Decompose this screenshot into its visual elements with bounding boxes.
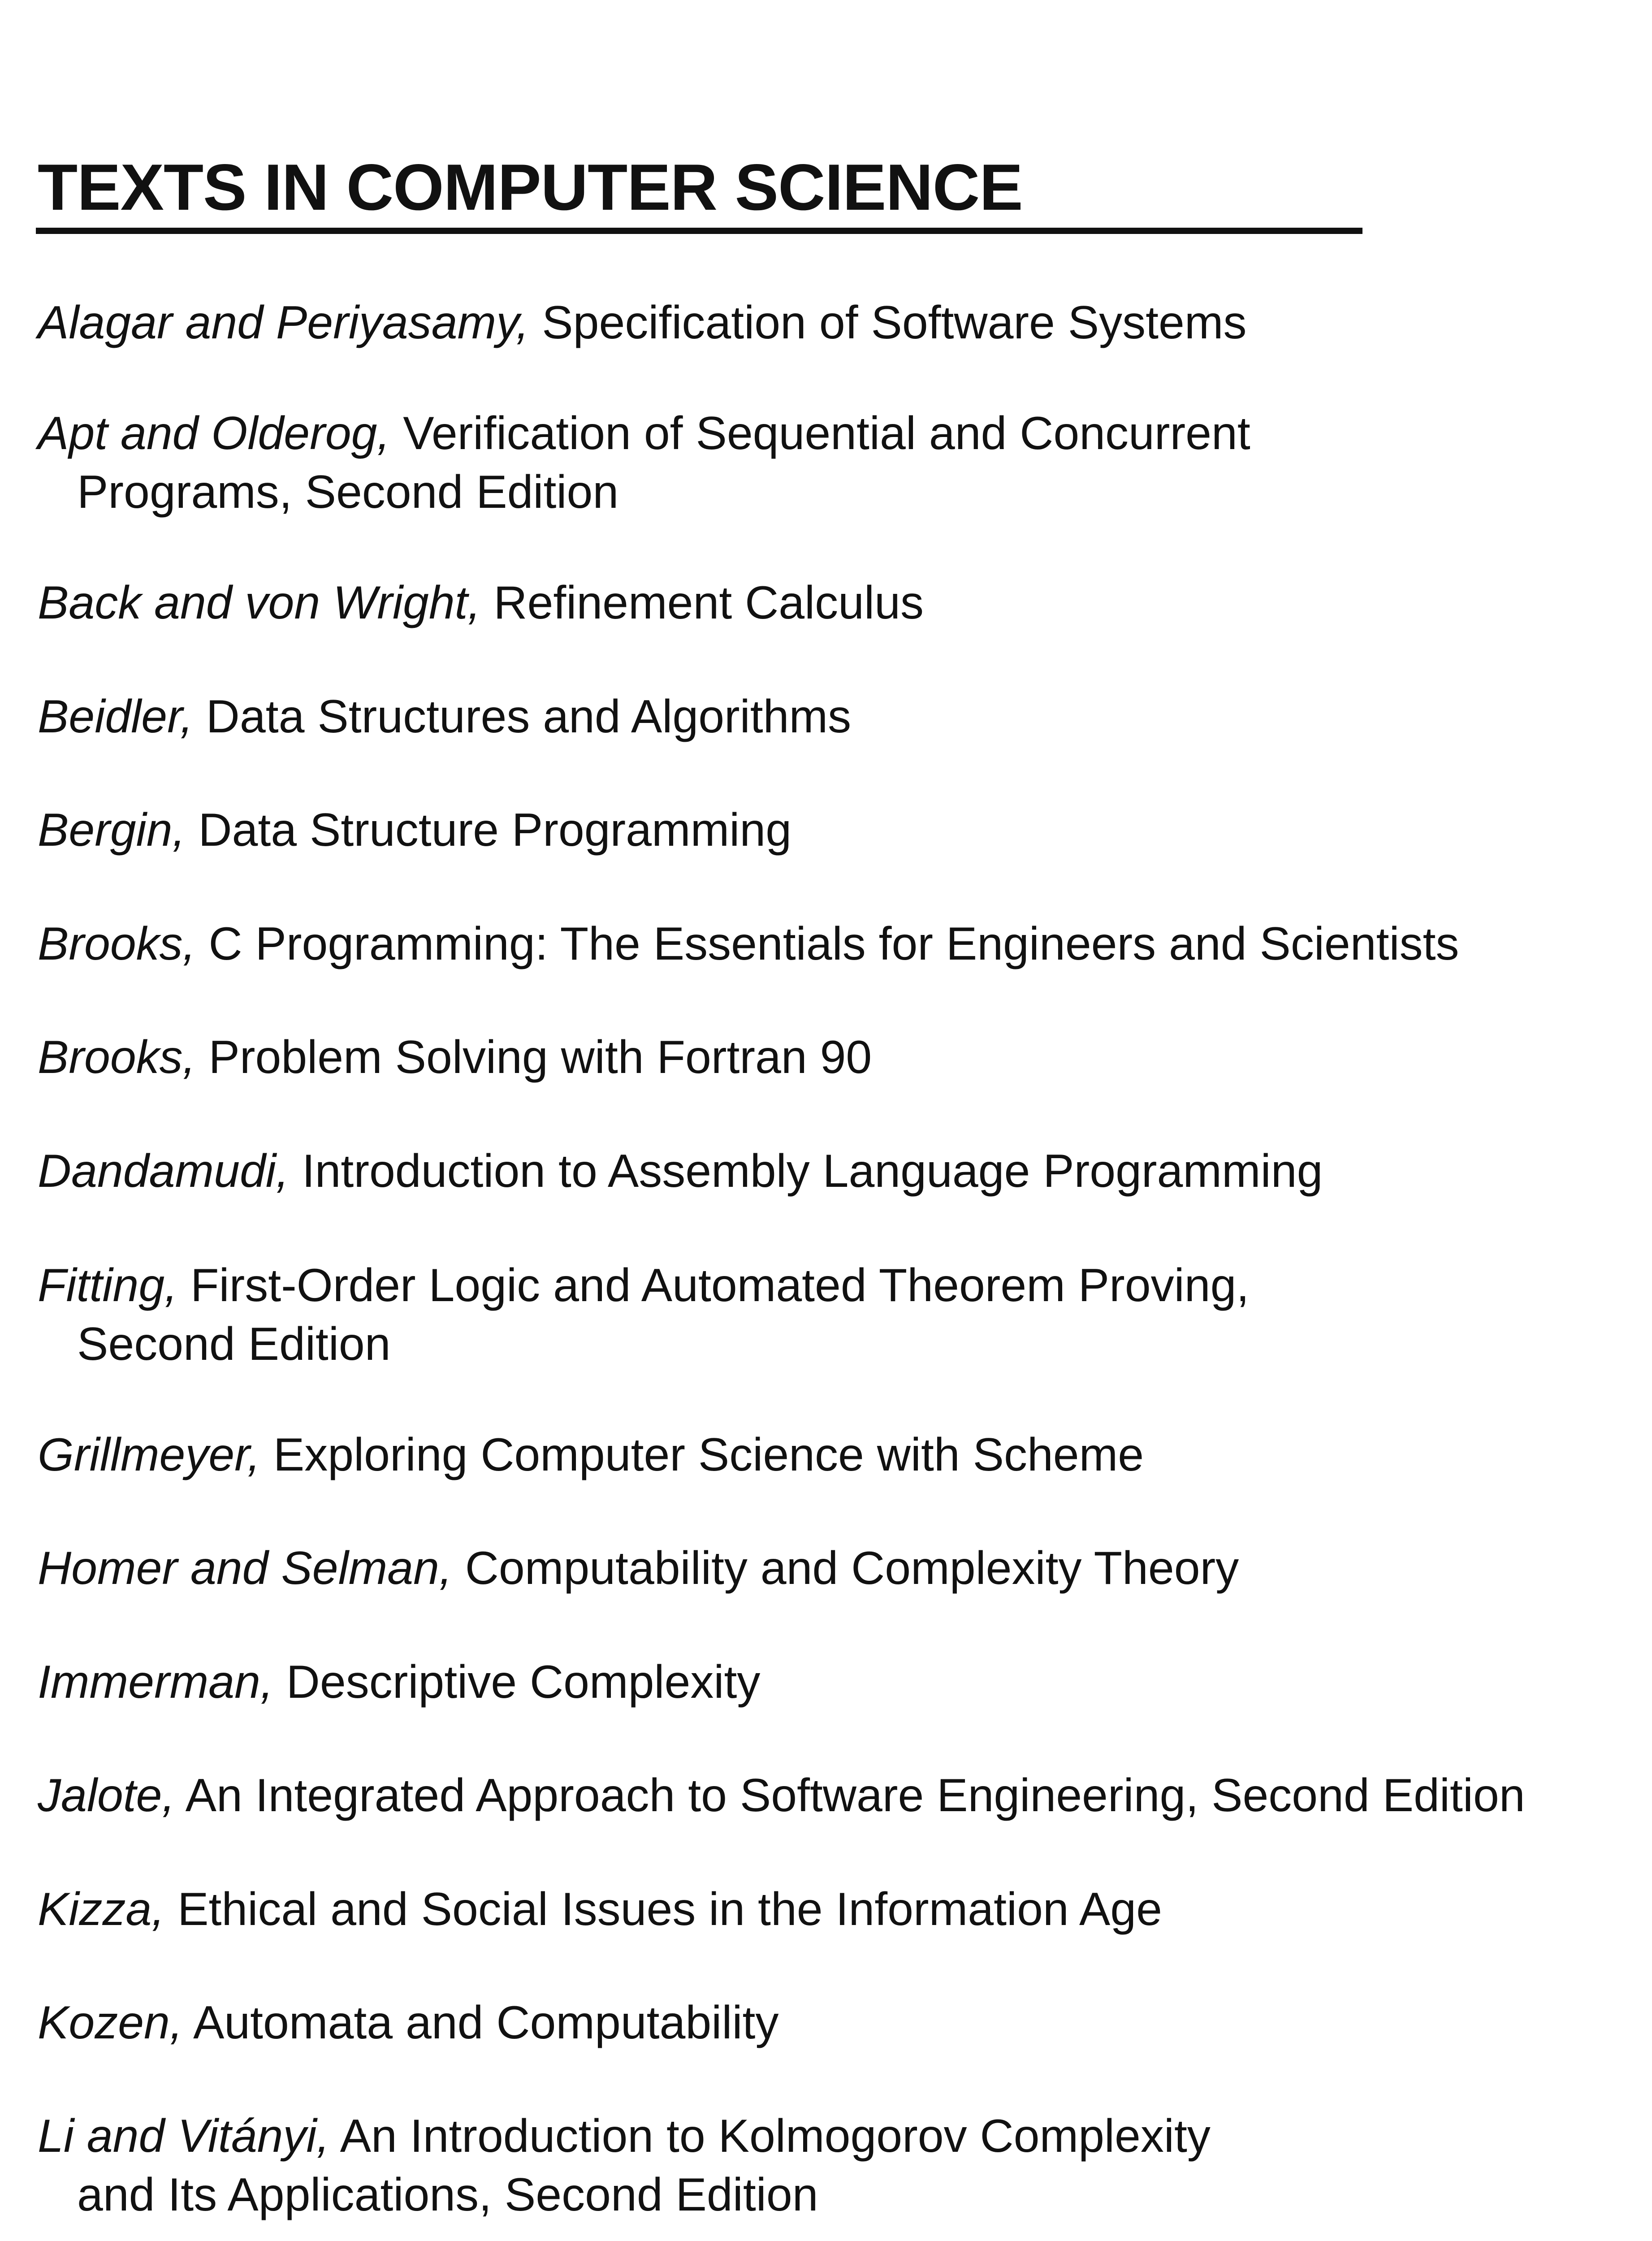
- book-author: Grillmeyer,: [38, 1429, 260, 1481]
- book-entry: [38, 1994, 1606, 2052]
- book-title: First-Order Logic and Automated Theorem Proving,: [190, 1259, 1250, 1311]
- book-title-continued: Programs, Second Edition: [77, 466, 619, 518]
- book-entry: [38, 1766, 1606, 1825]
- book-author: Kizza,: [38, 1883, 165, 1935]
- book-author: Beidler,: [38, 691, 193, 743]
- book-title: Refinement Calculus: [493, 577, 924, 629]
- book-entry: [38, 1142, 1606, 1201]
- book-title: Ethical and Social Issues in the Information Age: [177, 1883, 1162, 1935]
- book-author: Apt and Olderog,: [38, 407, 390, 459]
- book-entry: [38, 2107, 1606, 2224]
- book-author: Alagar and Periyasamy,: [38, 297, 529, 349]
- book-title: Data Structures and Algorithms: [206, 691, 852, 743]
- book-title-continued: and Its Applications, Second Edition: [77, 2169, 818, 2221]
- book-author: Bergin,: [38, 804, 186, 856]
- book-author: Brooks,: [38, 1031, 196, 1083]
- book-entry: [38, 915, 1606, 973]
- book-title: Problem Solving with Fortran 90: [208, 1031, 872, 1083]
- book-author: Jalote,: [38, 1769, 175, 1821]
- book-title: Verification of Sequential and Concurrent: [403, 407, 1250, 459]
- series-title: TEXTS IN COMPUTER SCIENCE: [38, 151, 1023, 224]
- book-title: Descriptive Complexity: [286, 1656, 761, 1708]
- book-entry: [38, 1653, 1606, 1712]
- book-title: An Integrated Approach to Software Engineering, Second Edition: [185, 1769, 1525, 1821]
- book-title: Data Structure Programming: [198, 804, 792, 856]
- book-entry: [38, 574, 1606, 632]
- book-entry: [38, 1426, 1606, 1484]
- book-entry: [38, 1539, 1606, 1598]
- book-title: Introduction to Assembly Language Programming: [302, 1145, 1323, 1197]
- book-entry: [38, 1880, 1606, 1939]
- book-title: An Introduction to Kolmogorov Complexity: [340, 2110, 1211, 2162]
- book-entry: [38, 1028, 1606, 1087]
- book-author: Back and von Wright,: [38, 577, 481, 629]
- book-entry: [38, 801, 1606, 860]
- book-title: Computability and Complexity Theory: [465, 1542, 1239, 1594]
- book-author: Li and Vitányi,: [38, 2110, 330, 2162]
- book-entry: [38, 688, 1606, 746]
- book-entry: [38, 294, 1606, 352]
- book-author: Immerman,: [38, 1656, 273, 1708]
- book-entry: [38, 1256, 1606, 1374]
- book-title: Specification of Software Systems: [542, 297, 1247, 349]
- book-author: Homer and Selman,: [38, 1542, 452, 1594]
- book-author: Fitting,: [38, 1259, 178, 1311]
- book-title-continued: Second Edition: [77, 1318, 391, 1370]
- book-title: C Programming: The Essentials for Engineers and Scientists: [208, 918, 1459, 970]
- book-author: Brooks,: [38, 918, 196, 970]
- book-author: Dandamudi,: [38, 1145, 289, 1197]
- book-title: Exploring Computer Science with Scheme: [273, 1429, 1144, 1481]
- title-underline-rule: [36, 228, 1362, 234]
- book-title: Automata and Computability: [193, 1997, 779, 2049]
- book-author: Kozen,: [38, 1997, 183, 2049]
- book-entry: [38, 404, 1606, 522]
